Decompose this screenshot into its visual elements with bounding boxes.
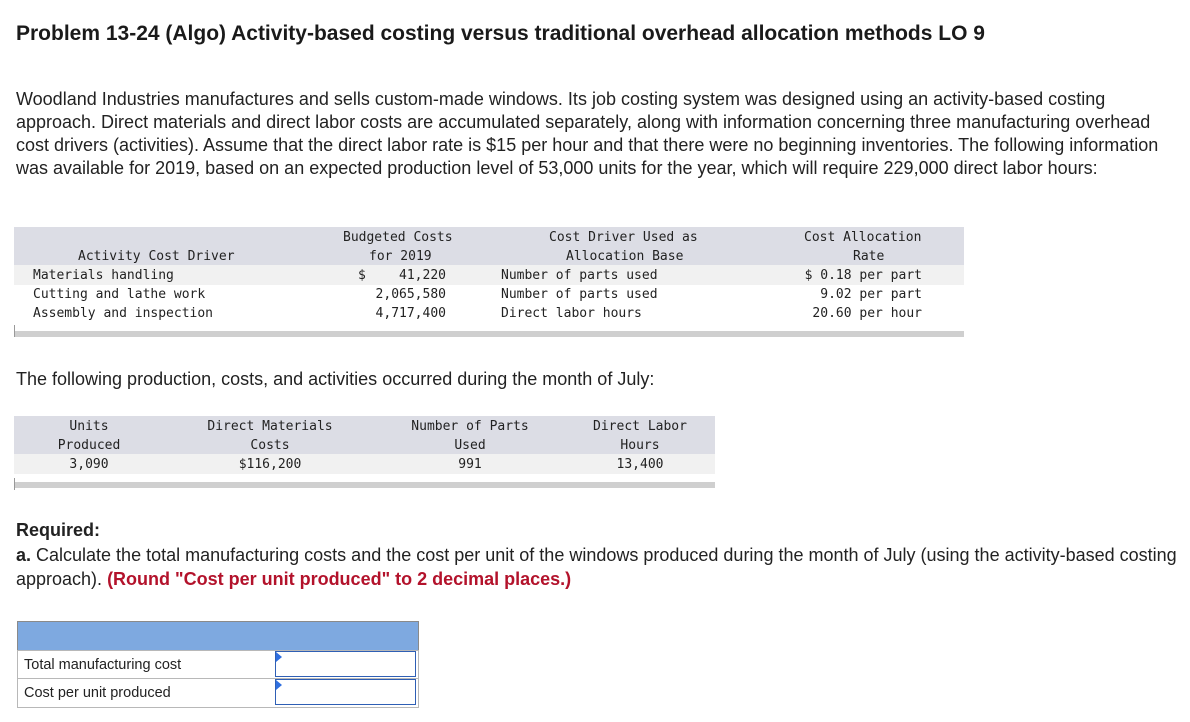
header-costs: Costs: [250, 438, 290, 453]
table-row: [17, 650, 419, 680]
row-allocation-rate: 20.60 per hour: [812, 306, 922, 321]
table-row: [17, 678, 419, 708]
table-bottom-tick: [14, 325, 15, 337]
rounding-instruction: (Round "Cost per unit produced" to 2 decimal places.): [107, 569, 572, 589]
header-number-of-parts: Number of Parts: [411, 419, 529, 434]
header-activity-cost-driver: Activity Cost Driver: [78, 249, 235, 264]
units-produced-value: 3,090: [69, 457, 109, 472]
cost-per-unit-produced-input[interactable]: [275, 679, 416, 705]
row-allocation-rate: $ 0.18 per part: [804, 268, 922, 283]
answer-table-header: [17, 621, 419, 651]
direct-materials-value: $116,200: [238, 457, 302, 472]
cell-marker-icon: [276, 680, 282, 690]
row-driver: Cutting and lathe work: [33, 287, 206, 302]
header-for-2019: for 2019: [369, 249, 432, 264]
row-driver: Materials handling: [33, 268, 174, 283]
problem-description: Woodland Industries manufactures and sells custom-made windows. Its job costing system was designed using an activity-based costing approach. Direct materials and direct labor costs are accumulated separately, along with information concerning three manufacturing overhead cost drivers (activities). Assume that the direct labor rate is $15 per hour and that there were no beginning inventories. The following information was available for 2019, based on an expected production level of 53,000 units for the year, which will require 229,000 direct labor hours:: [16, 89, 1159, 178]
row-currency: $: [358, 268, 366, 283]
row-budgeted-cost: 41,220: [399, 268, 446, 283]
answer-table: [17, 621, 419, 708]
header-cost-allocation: Cost Allocation: [804, 230, 922, 245]
header-hours: Hours: [620, 438, 660, 453]
row-allocation-rate: 9.02 per part: [820, 287, 922, 302]
row-allocation-base: Direct labor hours: [501, 306, 642, 321]
row-budgeted-cost: 4,717,400: [375, 306, 446, 321]
row-driver: Assembly and inspection: [33, 306, 214, 321]
header-cost-driver-used: Cost Driver Used as: [549, 230, 698, 245]
cost-per-unit-produced-label: Cost per unit produced: [24, 685, 171, 701]
direct-labor-hours-value: 13,400: [616, 457, 664, 472]
header-used: Used: [454, 438, 486, 453]
header-units: Units: [69, 419, 109, 434]
table-bottom-tick: [14, 478, 15, 490]
row-allocation-base: Number of parts used: [501, 268, 658, 283]
required-part-a: [16, 543, 1181, 591]
problem-title: Problem 13-24 (Algo) Activity-based costing versus traditional overhead allocation methods LO 9: [16, 22, 985, 45]
cell-marker-icon: [276, 652, 282, 662]
header-allocation-base: Allocation Base: [566, 249, 684, 264]
total-manufacturing-cost-label: Total manufacturing cost: [24, 657, 182, 673]
total-manufacturing-cost-input[interactable]: [275, 651, 416, 677]
header-rate: Rate: [853, 249, 885, 264]
table-bottom-bar: [14, 482, 715, 488]
required-heading: Required:: [16, 520, 101, 540]
table-bottom-bar: [14, 331, 964, 337]
part-text: Calculate the total manufacturing costs and the cost per unit of the windows produced during the month of July (using the activity-based costing approach).: [16, 545, 1177, 589]
july-description: The following production, costs, and activities occurred during the month of July:: [16, 369, 655, 389]
header-direct-labor: Direct Labor: [593, 419, 687, 434]
july-production-table: [14, 416, 715, 490]
header-direct-materials: Direct Materials: [207, 419, 333, 434]
header-produced: Produced: [57, 438, 121, 453]
header-budgeted-costs: Budgeted Costs: [343, 230, 453, 245]
row-allocation-base: Number of parts used: [501, 287, 658, 302]
part-label: a.: [16, 545, 32, 565]
row-budgeted-cost: 2,065,580: [375, 287, 446, 302]
parts-used-value: 991: [458, 457, 482, 472]
activity-cost-driver-table: [14, 227, 964, 338]
